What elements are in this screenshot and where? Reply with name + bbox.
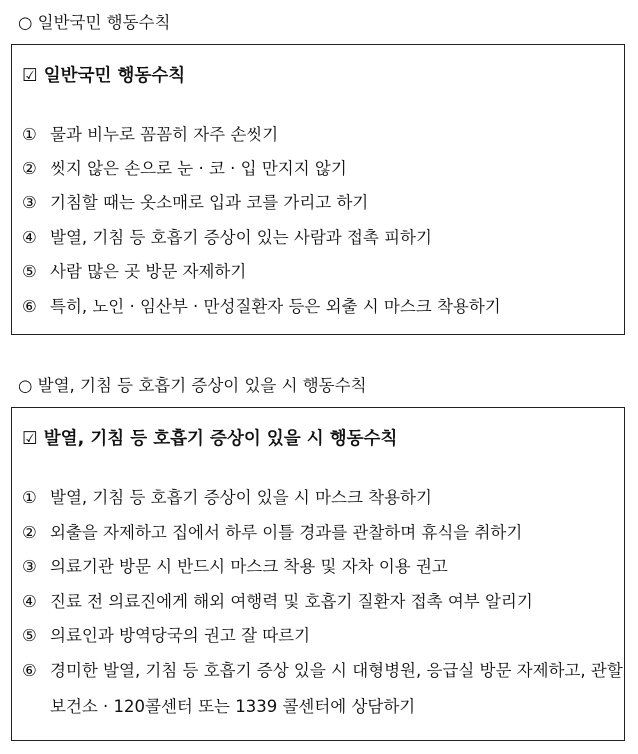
item-text: 경미한 발열, 기침 등 호흡기 증상 있을 시 대형병원, 응급실 방문 자제하고, 관할 (50, 661, 623, 680)
item-number: ⑤ (22, 626, 37, 645)
item-text: 의료인과 방역당국의 권고 잘 따르기 (50, 626, 311, 645)
item-number: ② (22, 523, 37, 542)
item-text: 진료 전 의료진에게 해외 여행력 및 호흡기 질환자 접촉 여부 알리기 (50, 592, 533, 611)
list-item (22, 487, 614, 509)
section1-box (11, 44, 625, 335)
list-item (22, 124, 614, 146)
section2-heading: ○ 발열, 기침 등 호흡기 증상이 있을 시 행동수칙 (18, 376, 367, 395)
item-text: 씻지 않은 손으로 눈 · 코 · 입 만지지 않기 (50, 159, 347, 178)
list-item (22, 522, 614, 544)
section1-heading: ○ 일반국민 행동수칙 (18, 13, 171, 32)
item-number: ④ (22, 228, 37, 247)
item-number: ③ (22, 557, 37, 576)
item-number: ② (22, 159, 37, 178)
list-item (22, 261, 614, 283)
item-number: ④ (22, 592, 37, 611)
item-text: 의료기관 방문 시 반드시 마스크 착용 및 자차 이용 권고 (50, 557, 448, 576)
item-text: 발열, 기침 등 호흡기 증상이 있는 사람과 접촉 피하기 (50, 228, 432, 247)
item-text: 기침할 때는 옷소매로 입과 코를 가리고 하기 (50, 193, 369, 212)
list-item (22, 625, 614, 647)
list-item (22, 556, 614, 578)
item-number: ③ (22, 193, 37, 212)
list-item (22, 158, 614, 180)
item-continuation-text: 보건소 · 120콜센터 또는 1339 콜센터에 상담하기 (50, 697, 416, 716)
item-text: 물과 비누로 꼼꼼히 자주 손씻기 (50, 125, 279, 144)
item-number: ⑤ (22, 262, 37, 281)
item-number: ⑥ (22, 297, 37, 316)
item-number: ① (22, 488, 37, 507)
section2-box-title: ☑ 발열, 기침 등 호흡기 증상이 있을 시 행동수칙 (22, 429, 398, 449)
list-item (22, 192, 614, 214)
list-item (22, 296, 614, 318)
item-text: 외출을 자제하고 집에서 하루 이틀 경과를 관찰하며 휴식을 취하기 (50, 523, 523, 542)
list-item (22, 660, 623, 682)
list-item (22, 591, 614, 613)
item-number: ① (22, 125, 37, 144)
item-number: ⑥ (22, 661, 37, 680)
item-text: 특히, 노인 · 임산부 · 만성질환자 등은 외출 시 마스크 착용하기 (50, 297, 501, 316)
item-text: 사람 많은 곳 방문 자제하기 (50, 262, 247, 281)
item-text: 발열, 기침 등 호흡기 증상이 있을 시 마스크 착용하기 (50, 488, 432, 507)
section2-box (11, 407, 625, 741)
section1-box-title: ☑ 일반국민 행동수칙 (22, 66, 186, 86)
list-item (22, 227, 614, 249)
